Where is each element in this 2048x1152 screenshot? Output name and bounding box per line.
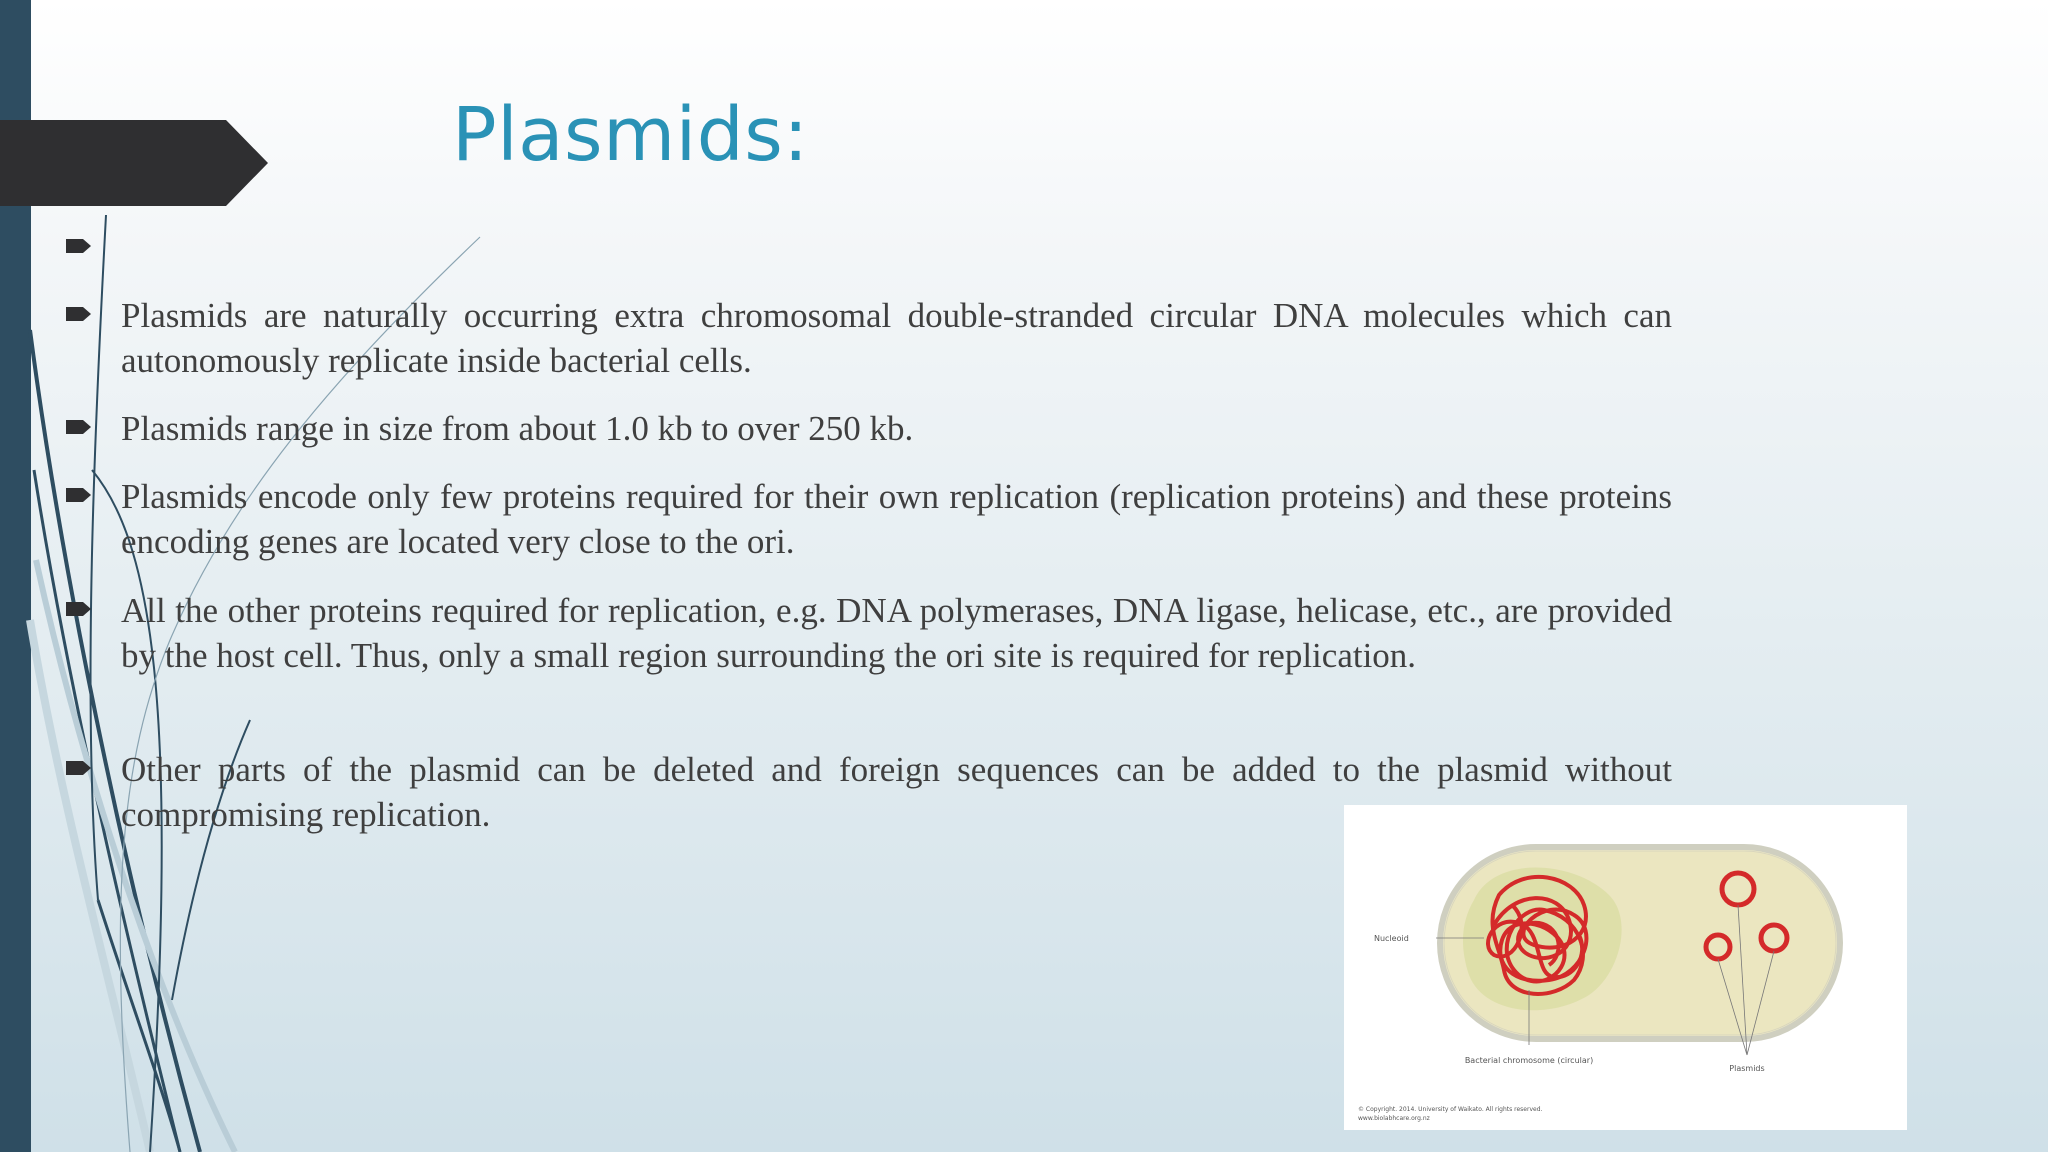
arrow-bullet-icon	[66, 600, 92, 618]
figure-label-plasmids: Plasmids	[1729, 1064, 1765, 1073]
arrow-bullet-icon	[66, 486, 92, 504]
arrow-bullet-icon	[66, 418, 92, 436]
figure-label-nucleoid: Nucleoid	[1374, 934, 1409, 943]
bullet-text-5: Other parts of the plasmid can be deleted and foreign sequences can be added to the plasmid without compromising replication.	[121, 750, 1672, 834]
bullet-text-2: Plasmids range in size from about 1.0 kb to over 250 kb.	[121, 409, 914, 448]
arrow-bullet-icon	[66, 305, 92, 323]
arrow-bullet-icon	[66, 759, 92, 777]
bullet-text-4: All the other proteins required for replication, e.g. DNA polymerases, DNA ligase, helicase, etc., are provided by the host cell. Thus, only a small region surrounding the ori site is required for replication.	[121, 591, 1672, 675]
bacterial-cell-diagram	[1344, 805, 1907, 1130]
figure-copyright: © Copyright. 2014. University of Waikato. All rights reserved.	[1358, 1106, 1543, 1113]
bullet-text-3: Plasmids encode only few proteins required for their own replication (replication proteins) and these proteins encoding genes are located very close to the ori.	[121, 477, 1672, 561]
slide-title: Plasmids:	[452, 92, 809, 178]
title-tag-shape	[0, 120, 270, 206]
bullet-text-1: Plasmids are naturally occurring extra chromosomal double-stranded circular DNA molecules which can autonomously replicate inside bacterial cells.	[121, 296, 1672, 380]
bacterial-cell-figure	[1344, 805, 1907, 1130]
figure-copyright-url: www.biolabhcare.org.nz	[1358, 1115, 1430, 1122]
figure-label-chromosome: Bacterial chromosome (circular)	[1464, 1056, 1594, 1065]
arrow-bullet-icon	[66, 237, 92, 255]
